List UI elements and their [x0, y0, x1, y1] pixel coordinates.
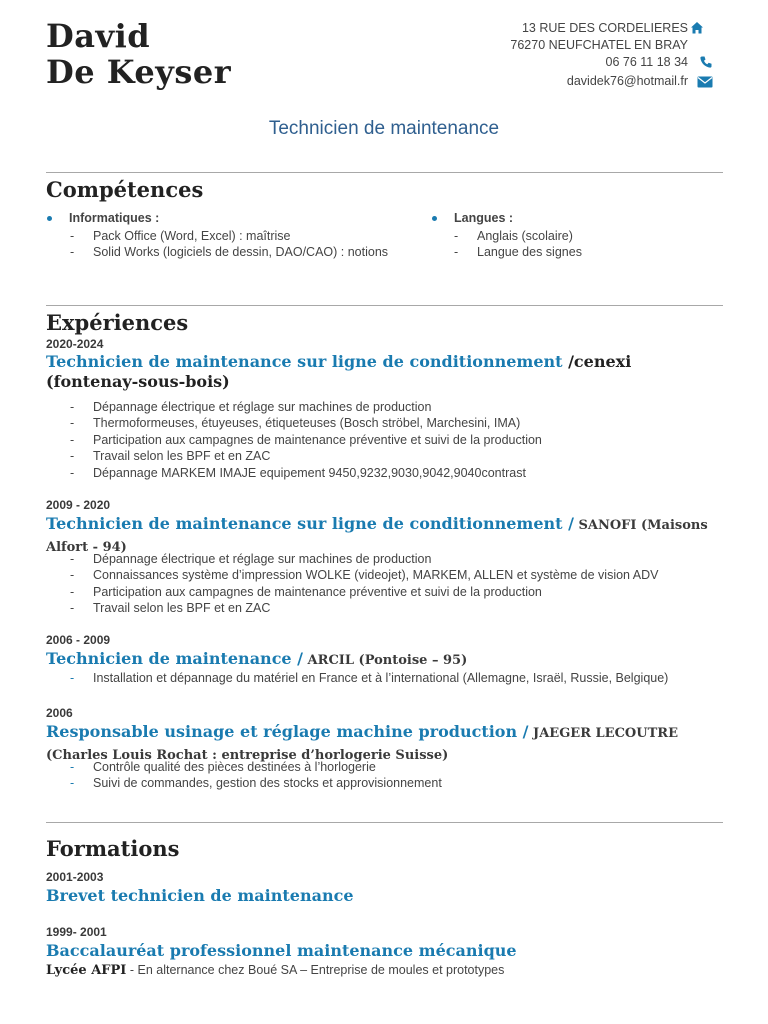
list-item: - Dépannage MARKEM IMAJE equipement 9450,9232,9030,9042,9040contrast [70, 465, 526, 480]
list-item: - Installation et dépannage du matériel en France et à l’international (Allemagne, Israël, Russie, Belgique) [70, 671, 669, 685]
experience-bullets [70, 399, 542, 481]
address-line1: 13 RUE DES CORDELIERES [521, 21, 688, 35]
formation-title: Baccalauréat professionnel maintenance mécanique [46, 941, 517, 960]
section-heading-competences: Compétences [46, 177, 204, 202]
address-line2: 76270 NEUFCHATEL EN BRAY [510, 38, 688, 52]
list-item: - Dépannage électrique et réglage sur machines de production [70, 552, 432, 566]
formation-title: Brevet technicien de maintenance [46, 886, 354, 905]
experience-bullets [70, 551, 659, 617]
phone-icon [699, 55, 713, 69]
skill-group-label: Langues : [454, 211, 514, 225]
company-name: JAEGER LECOUTRE (Charles Louis Rochat : entreprise d’horlogerie Suisse) [46, 726, 678, 763]
list-item: - Connaissances système d’impression WOLKE (videojet), MARKEM, ALLEN et système de vision ADV [70, 568, 659, 583]
job-title-text: Responsable usinage et réglage machine production / [46, 722, 529, 741]
mail-icon [697, 76, 713, 88]
divider [46, 822, 723, 823]
divider [46, 172, 723, 173]
school-name: Lycée AFPI [46, 963, 127, 978]
list-item: - Anglais (scolaire) [454, 229, 573, 243]
formation-dates: 2001-2003 [46, 870, 104, 884]
phone-number: 06 76 11 18 34 [605, 55, 688, 69]
first-name: David [46, 17, 151, 55]
job-title: Technicien de maintenance [268, 118, 500, 139]
experience-dates: 2009 - 2020 [46, 498, 111, 512]
experience-bullets [70, 670, 668, 686]
list-item: - Travail selon les BPF et en ZAC [70, 601, 271, 616]
job-title-text: Technicien de maintenance sur ligne de conditionnement / [46, 514, 574, 533]
formation-dates: 1999- 2001 [46, 925, 107, 939]
formation-detail [46, 963, 504, 978]
company-name: /cenexi (fontenay-sous-bois) [46, 352, 632, 391]
experience-dates: 2020-2024 [46, 337, 104, 351]
experience-dates: 2006 - 2009 [46, 633, 111, 647]
experience-heading [46, 649, 716, 671]
list-item: - Pack Office (Word, Excel) : maîtrise [70, 229, 291, 243]
experience-heading [46, 352, 716, 392]
skill-list [70, 228, 388, 261]
school-detail: - En alternance chez Boué SA – Entreprise de moules et prototypes [126, 963, 505, 977]
experience-bullets [70, 759, 442, 792]
list-item: - Langue des signes [454, 245, 582, 260]
job-title-text: Technicien de maintenance sur ligne de conditionnement [46, 352, 563, 371]
skill-group-label: Informatiques : [69, 211, 160, 225]
list-item: - Participation aux campagnes de maintenance préventive et suivi de la production [70, 432, 542, 447]
list-item: - Contrôle qualité des pièces destinées à l’horlogerie [70, 760, 376, 774]
skill-list [454, 228, 582, 261]
list-item: - Solid Works (logiciels de dessin, DAO/CAO) : notions [70, 245, 389, 260]
bullet-dot [432, 216, 437, 221]
home-icon [690, 21, 704, 35]
company-name: ARCIL (Pontoise – 95) [303, 653, 468, 668]
list-item: - Participation aux campagnes de maintenance préventive et suivi de la production [70, 584, 542, 599]
section-heading-formations: Formations [46, 836, 180, 861]
list-item: - Thermoformeuses, étuyeuses, étiqueteuses (Bosch ströbel, Marchesini, IMA) [70, 416, 521, 431]
list-item: - Travail selon les BPF et en ZAC [70, 449, 271, 464]
bullet-dot [47, 216, 52, 221]
job-title-text: Technicien de maintenance / [46, 649, 304, 668]
last-name: De Keyser [46, 53, 232, 91]
email-address[interactable]: davidek76@hotmail.fr [566, 74, 688, 88]
list-item: - Suivi de commandes, gestion des stocks et approvisionnement [70, 776, 442, 791]
section-heading-experiences: Expériences [46, 310, 189, 335]
company-name: SANOFI (Maisons Alfort - 94) [46, 518, 708, 555]
list-item: - Dépannage électrique et réglage sur machines de production [70, 400, 432, 414]
experience-dates: 2006 [46, 706, 73, 720]
divider [46, 305, 723, 306]
